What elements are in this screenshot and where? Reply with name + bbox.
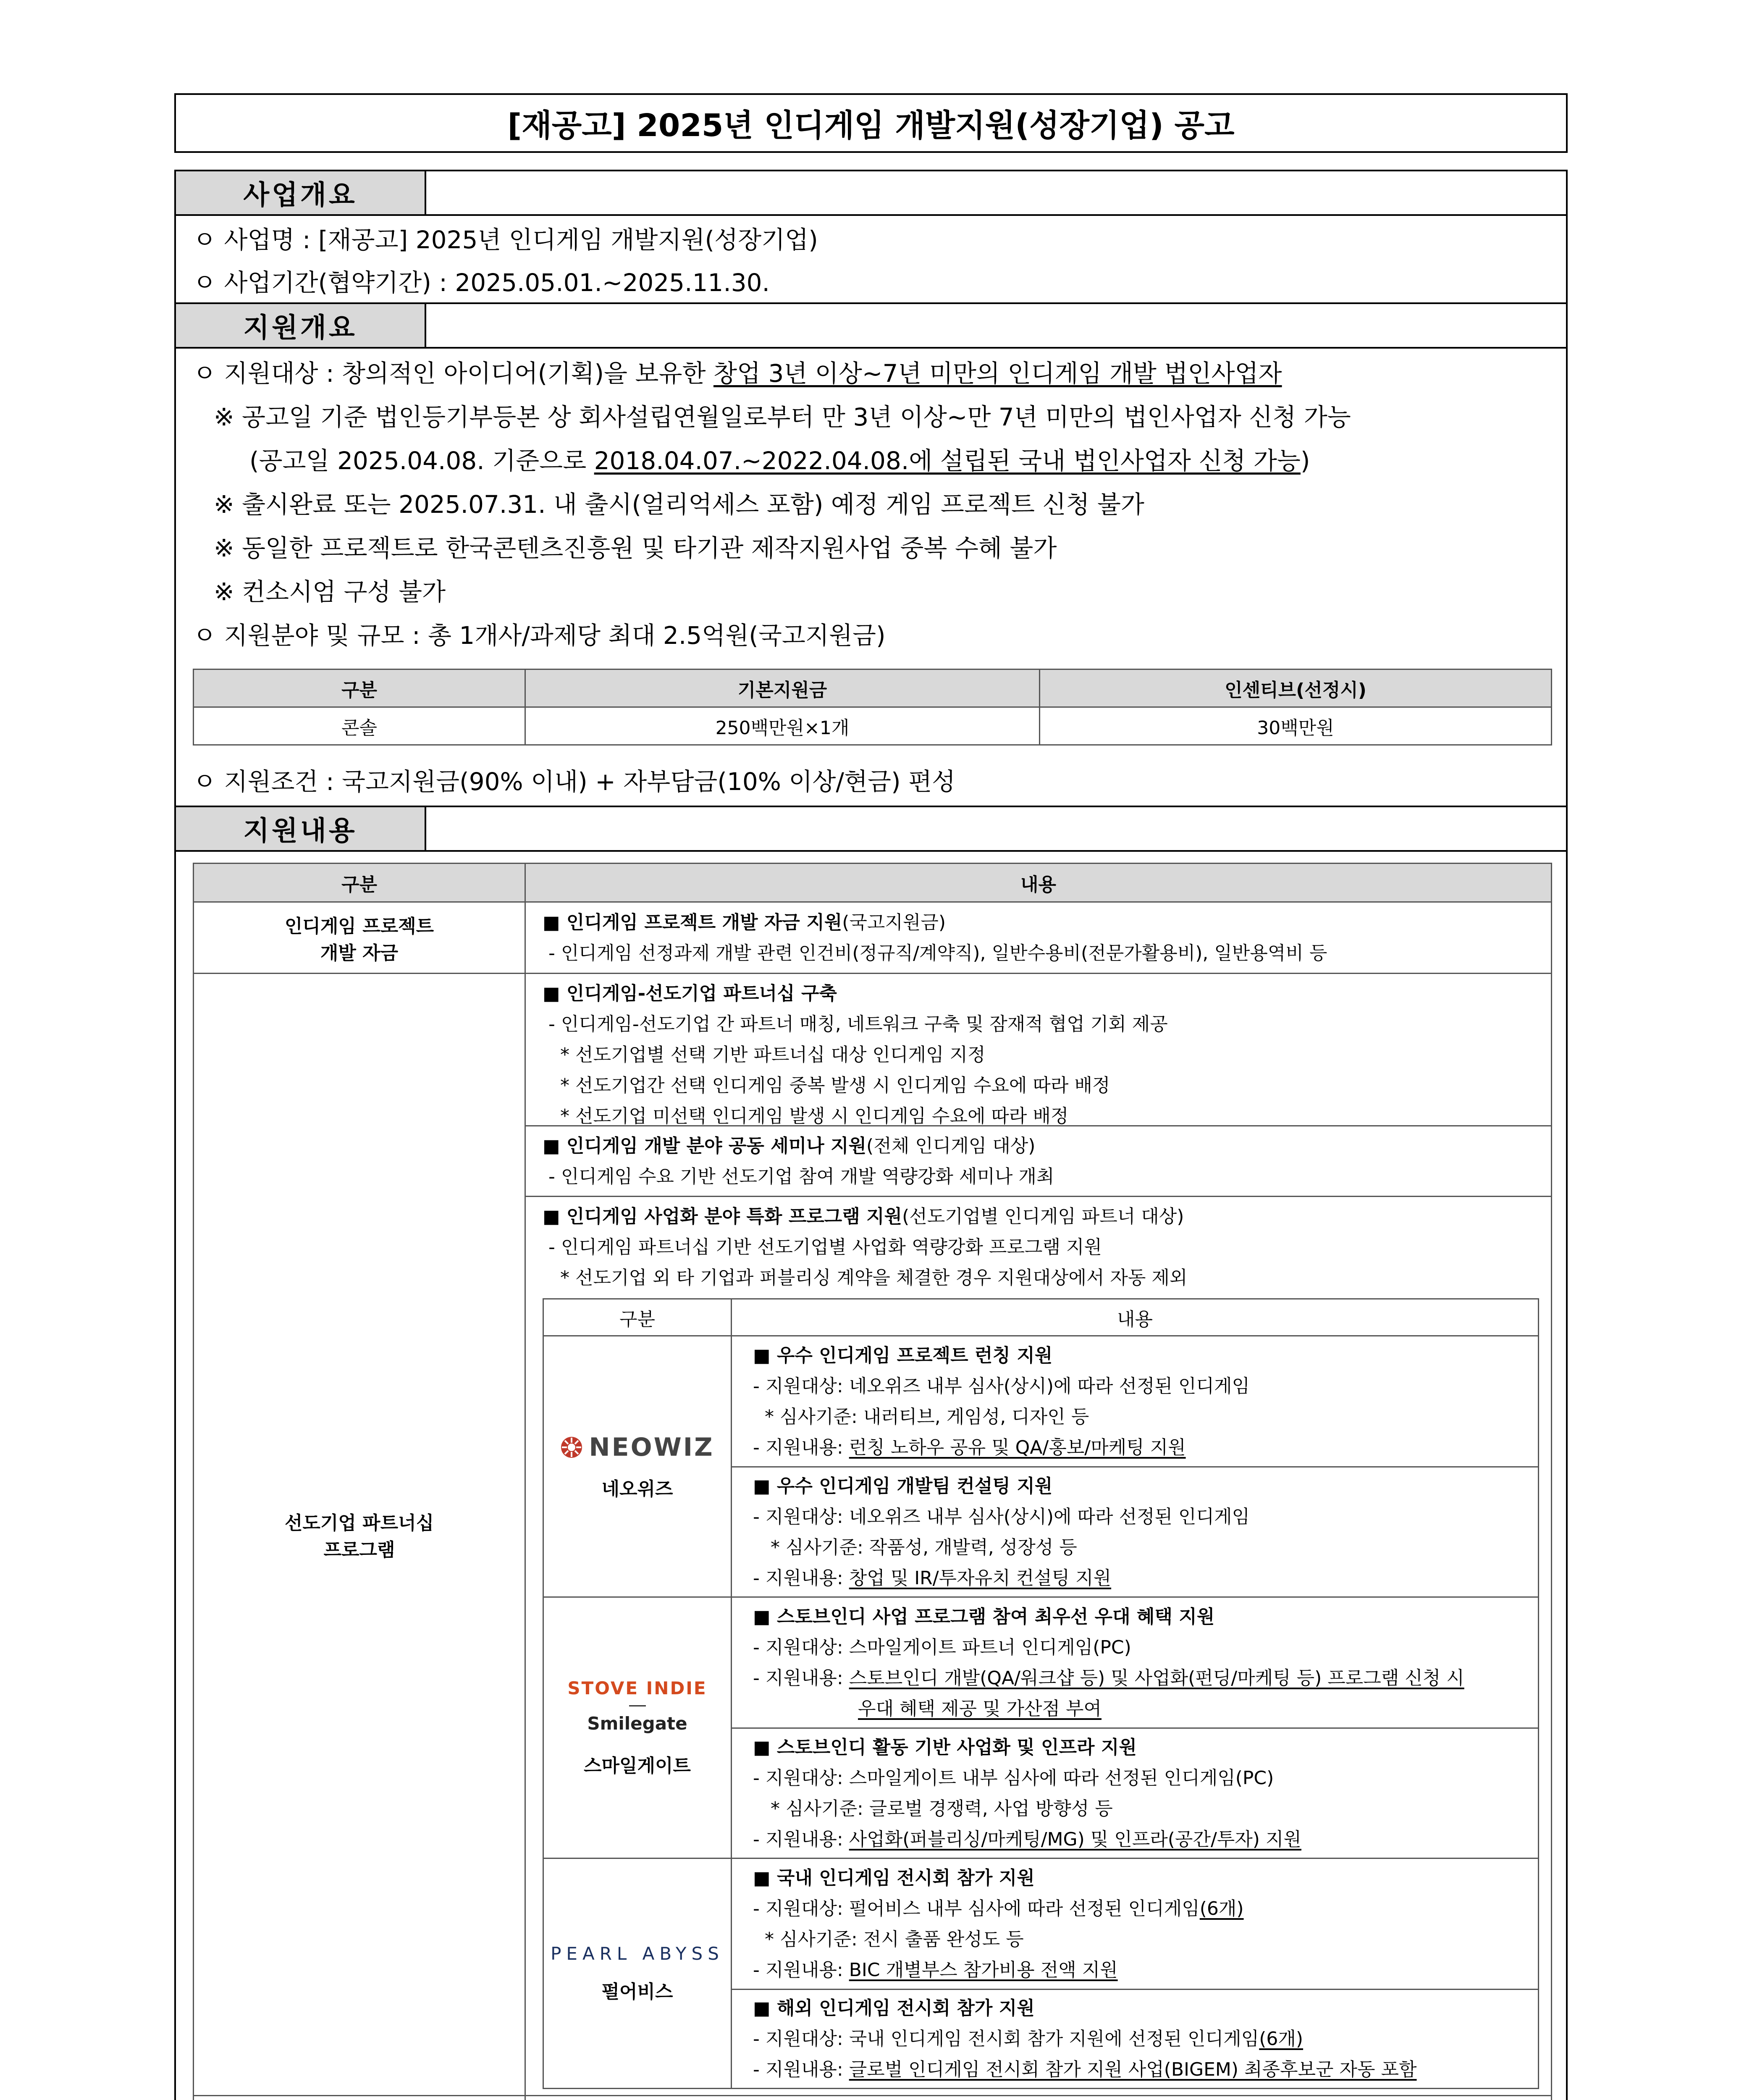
fund-bullet <box>543 907 1551 938</box>
smilegate-a-title: ■ 스토브인디 사업 프로그램 참여 최우선 우대 혜택 지원 <box>753 1606 1215 1628</box>
pearlabyss-b-line-2-prefix: - 지원내용: <box>753 2059 849 2080</box>
section-overview-label: 사업개요 <box>176 171 426 214</box>
partner-block-3 <box>526 1197 1551 1293</box>
partner-inner-table <box>543 1298 1539 2089</box>
partner-block-1-line-4: * 선도기업 미선택 인디게임 발생 시 인디게임 수요에 따라 배정 <box>543 1105 1069 1127</box>
pearlabyss-b-line-2 <box>753 2054 1538 2085</box>
smilegate-wordmark: Smilegate <box>587 1713 687 1734</box>
support-target-highlight: 창업 3년 이상~7년 미만의 인디게임 개발 법인사업자 <box>713 359 1282 388</box>
partner-block-3-title-bold: ■ 인디게임 사업화 분야 특화 프로그램 지원 <box>543 1206 902 1227</box>
partner-block-1-line-3: * 선도기업간 선택 인디게임 중복 발생 시 인디게임 수요에 따라 배정 <box>543 1075 1110 1096</box>
content-header-category: 구분 <box>194 864 525 902</box>
support-condition: ㅇ 지원조건 : 국고지원금(90% 이내) + 자부담금(10% 이상/현금) 편성 <box>193 767 956 796</box>
fund-bullet-title: ■ 인디게임 프로젝트 개발 자금 지원 <box>543 911 842 933</box>
partner-block-3-title <box>543 1201 1534 1232</box>
inner-table-header <box>543 1299 1539 1336</box>
neowiz-b-line-3-highlight: 창업 및 IR/투자유치 컨설팅 지원 <box>849 1567 1112 1589</box>
support-note-1b <box>249 446 1310 475</box>
section-support-overview-label: 지원개요 <box>176 304 426 347</box>
section-support-overview <box>174 302 1568 349</box>
smilegate-cell <box>543 1597 732 1858</box>
overview-project-name: ㅇ 사업명 : [재공고] 2025년 인디게임 개발지원(성장기업) <box>193 226 818 254</box>
exhibit-label <box>194 2096 525 2100</box>
inner-header-category: 구분 <box>543 1299 732 1336</box>
support-target-prefix: ㅇ 지원대상 : 창의적인 아이디어(기획)을 보유한 <box>193 359 713 388</box>
note-1b-suffix: ) <box>1300 446 1310 475</box>
smilegate-b-line-3 <box>753 1824 1538 1855</box>
note-1b-prefix: (공고일 2025.04.08. 기준으로 <box>249 446 594 475</box>
stove-indie-wordmark: STOVE INDIE <box>567 1678 707 1698</box>
neowiz-b-line-3-prefix: - 지원내용: <box>753 1567 849 1589</box>
scale-cell-incentive: 30백만원 <box>1040 707 1552 745</box>
smilegate-a-line-3-highlight: 우대 혜택 제공 및 가산점 부여 <box>858 1698 1102 1719</box>
pearlabyss-a-line-2: * 심사기준: 전시 출품 완성도 등 <box>753 1928 1024 1950</box>
scale-cell-base: 250백만원×1개 <box>525 707 1040 745</box>
overview-period: ㅇ 사업기간(협약기간) : 2025.05.01.~2025.11.30. <box>193 268 770 297</box>
content-table-header <box>194 864 1552 902</box>
support-overview-body <box>174 349 1568 806</box>
section-support-content-label: 지원내용 <box>176 807 426 850</box>
partner-block-2-title <box>543 1131 1534 1161</box>
support-scale: ㅇ 지원분야 및 규모 : 총 1개사/과제당 최대 2.5억원(국고지원금) <box>193 621 886 650</box>
scale-header-base: 기본지원금 <box>525 669 1040 707</box>
partner-block-3-line-2: * 선도기업 외 타 기업과 퍼블리싱 계약을 체결한 경우 지원대상에서 자동 제외 <box>543 1267 1188 1289</box>
pearlabyss-a-line-1-prefix: - 지원대상: 펄어비스 내부 심사에 따라 선정된 인디게임 <box>753 1898 1200 1919</box>
partner-block-3-title-note: (선도기업별 인디게임 파트너 대상) <box>902 1206 1184 1227</box>
smilegate-a-line-2-highlight: 스토브인디 개발(QA/워크샵 등) 및 사업화(펀딩/마케팅 등) 프로그램 신청 시 <box>849 1667 1464 1689</box>
neowiz-a-title: ■ 우수 인디게임 프로젝트 런칭 지원 <box>753 1344 1053 1366</box>
fund-bullet-note: (국고지원금) <box>842 911 946 933</box>
neowiz-name: 네오위즈 <box>601 1478 673 1500</box>
neowiz-a-line-2: * 심사기준: 내러티브, 게임성, 디자인 등 <box>753 1406 1089 1428</box>
smilegate-name: 스마일게이트 <box>583 1755 691 1777</box>
scale-table <box>193 669 1552 746</box>
pearlabyss-a-line-3-highlight: BIC 개별부스 참가비용 전액 지원 <box>849 1959 1118 1981</box>
smilegate-a-line-1: - 지원대상: 스마일게이트 파트너 인디게임(PC) <box>753 1636 1131 1658</box>
fund-detail: - 인디게임 선정과제 개발 관련 인건비(정규직/계약직), 일반수용비(전문가활용비), 일반용역비 등 <box>543 942 1327 964</box>
neowiz-b-line-3 <box>753 1563 1538 1593</box>
pearlabyss-a-line-3-prefix: - 지원내용: <box>753 1959 849 1981</box>
pearlabyss-b-title: ■ 해외 인디게임 전시회 참가 지원 <box>753 1998 1035 2019</box>
exhibit-content <box>525 2096 1552 2100</box>
scale-table-header <box>194 669 1552 707</box>
support-target <box>193 361 1282 386</box>
support-note-1: ※ 공고일 기준 법인등기부등본 상 회사설립연월일로부터 만 3년 이상~만 7년 미만의 법인사업자 신청 가능 <box>214 403 1351 431</box>
neowiz-b-line-2: * 심사기준: 작품성, 개발력, 성장성 등 <box>753 1536 1077 1558</box>
partner-label-1: 선도기업 파트너십 <box>284 1512 434 1534</box>
partner-content <box>525 974 1552 2096</box>
support-note-2: ※ 출시완료 또는 2025.07.31. 내 출시(얼리억세스 포함) 예정 게임 프로젝트 신청 불가 <box>214 490 1144 519</box>
neowiz-b-title: ■ 우수 인디게임 개발팀 컨설팅 지원 <box>753 1475 1053 1497</box>
section-overview <box>174 170 1568 216</box>
pearlabyss-b-line-2-highlight: 글로벌 인디게임 전시회 참가 지원 사업(BIGEM) 최종후보군 자동 포함 <box>849 2059 1417 2080</box>
smilegate-b-line-3-prefix: - 지원내용: <box>753 1828 849 1850</box>
support-content-body <box>174 852 1568 2100</box>
smilegate-a-line-2 <box>753 1663 1538 1693</box>
section-support-content <box>174 806 1568 852</box>
smilegate-b-content <box>732 1728 1539 1858</box>
inner-header-content: 내용 <box>732 1299 1539 1336</box>
pearlabyss-a-content <box>732 1858 1539 1990</box>
partner-block-2-title-note: (전체 인디게임 대상) <box>866 1135 1036 1157</box>
partner-label-2: 프로그램 <box>323 1539 395 1561</box>
smilegate-a-line-3 <box>753 1693 1538 1724</box>
pearlabyss-b-line-1-prefix: - 지원대상: 국내 인디게임 전시회 참가 지원에 선정된 인디게임 <box>753 2028 1259 2050</box>
pearlabyss-b-content <box>732 1990 1539 2089</box>
scale-table-row <box>194 707 1552 745</box>
pearlabyss-b-line-1 <box>753 2024 1538 2054</box>
pearlabyss-a-line-1-highlight: (6개) <box>1199 1898 1244 1919</box>
partner-block-1-title: ■ 인디게임-선도기업 파트너십 구축 <box>543 983 837 1004</box>
pearlabyss-a-title: ■ 국내 인디게임 전시회 참가 지원 <box>753 1867 1035 1889</box>
neowiz-logo <box>544 1433 731 1462</box>
neowiz-b-content <box>732 1467 1539 1597</box>
neowiz-a-line-1: - 지원대상: 네오위즈 내부 심사(상시)에 따라 선정된 인디게임 <box>753 1375 1250 1397</box>
overview-body <box>174 216 1568 304</box>
neowiz-a-line-3 <box>753 1432 1538 1463</box>
partner-block-2-title-bold: ■ 인디게임 개발 분야 공동 세미나 지원 <box>543 1135 867 1157</box>
fund-label-2: 개발 자금 <box>320 942 399 964</box>
content-row-exhibit <box>194 2096 1552 2100</box>
pearlabyss-wordmark: PEARL ABYSS <box>551 1943 724 1964</box>
neowiz-a-line-3-prefix: - 지원내용: <box>753 1436 849 1458</box>
neowiz-a-content <box>732 1336 1539 1467</box>
partner-block-1-line-1: - 인디게임-선도기업 간 파트너 매칭, 네트워크 구축 및 잠재적 협업 기회 제공 <box>543 1013 1168 1035</box>
pearlabyss-name: 펄어비스 <box>601 1981 673 2003</box>
pearlabyss-row-a <box>543 1858 1539 1990</box>
document-title: [재공고] 2025년 인디게임 개발지원(성장기업) 공고 <box>174 93 1568 153</box>
content-header-content: 내용 <box>525 864 1552 902</box>
logo-divider <box>629 1705 646 1706</box>
fund-label <box>194 902 525 974</box>
fund-label-1: 인디게임 프로젝트 <box>284 915 434 937</box>
partner-label <box>194 974 525 2096</box>
smilegate-b-line-2: * 심사기준: 글로벌 경쟁력, 사업 방향성 등 <box>753 1798 1113 1819</box>
note-1b-highlight: 2018.04.07.~2022.04.08.에 설립된 국내 법인사업자 신청 가능 <box>594 446 1301 475</box>
pearlabyss-cell <box>543 1858 732 2089</box>
support-note-3: ※ 동일한 프로젝트로 한국콘텐츠진흥원 및 타기관 제작지원사업 중복 수혜 불가 <box>214 534 1057 562</box>
smilegate-b-line-3-highlight: 사업화(퍼블리싱/마케팅/MG) 및 인프라(공간/투자) 지원 <box>849 1828 1301 1850</box>
smilegate-b-line-1: - 지원대상: 스마일게이트 내부 심사에 따라 선정된 인디게임(PC) <box>753 1767 1274 1789</box>
partner-block-2 <box>526 1126 1551 1197</box>
content-row-fund <box>194 902 1552 974</box>
smilegate-b-title: ■ 스토브인디 활동 기반 사업화 및 인프라 지원 <box>753 1736 1137 1758</box>
neowiz-a-line-3-highlight: 런칭 노하우 공유 및 QA/홍보/마케팅 지원 <box>849 1436 1186 1458</box>
scale-header-incentive: 인센티브(선정시) <box>1040 669 1552 707</box>
content-row-partner <box>194 974 1552 2096</box>
partner-block-3-line-1: - 인디게임 파트너십 기반 선도기업별 사업화 역량강화 프로그램 지원 <box>543 1236 1102 1258</box>
fund-content <box>525 902 1552 974</box>
partner-block-1-line-2: * 선도기업별 선택 기반 파트너십 대상 인디게임 지정 <box>543 1044 986 1066</box>
pearlabyss-b-line-1-highlight: (6개) <box>1259 2028 1304 2050</box>
content-table <box>193 863 1552 2100</box>
neowiz-wordmark: NEOWIZ <box>589 1432 714 1462</box>
smilegate-a-content <box>732 1597 1539 1728</box>
partner-block-1 <box>526 974 1551 1126</box>
smilegate-a-line-2-prefix: - 지원내용: <box>753 1667 849 1689</box>
scale-header-category: 구분 <box>194 669 525 707</box>
pearlabyss-a-line-1 <box>753 1893 1538 1924</box>
neowiz-row-a <box>543 1336 1539 1467</box>
partner-block-2-line-1: - 인디게임 수요 기반 선도기업 참여 개발 역량강화 세미나 개최 <box>543 1166 1054 1187</box>
pearlabyss-a-line-3 <box>753 1955 1538 1985</box>
neowiz-cell <box>543 1336 732 1597</box>
support-note-4: ※ 컨소시엄 구성 불가 <box>214 578 446 606</box>
neowiz-mark-icon <box>560 1436 583 1459</box>
neowiz-b-line-1: - 지원대상: 네오위즈 내부 심사(상시)에 따라 선정된 인디게임 <box>753 1506 1250 1528</box>
scale-cell-category: 콘솔 <box>194 707 525 745</box>
smilegate-row-a <box>543 1597 1539 1728</box>
